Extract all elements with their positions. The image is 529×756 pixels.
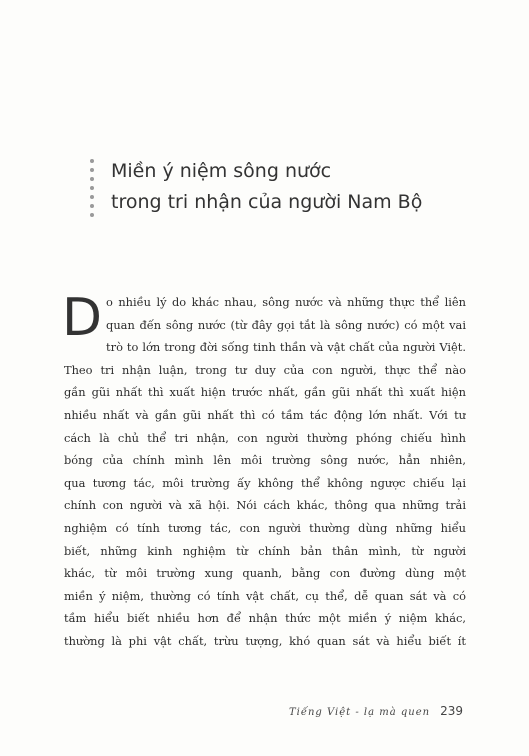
body-line: nhiều nhất và gần gũi nhất thì có tầm tác động lớn nhất. Với tư [64, 407, 466, 422]
ornament-dot [90, 213, 94, 217]
ornament-dot [90, 159, 94, 163]
body-line: Theo tri nhận luận, trong tư duy của con người, thực thể nào [64, 362, 466, 377]
body-line: gần gũi nhất thì xuất hiện trước nhất, gần gũi nhất thì xuất hiện [64, 385, 466, 400]
running-footer-title: Tiếng Việt - lạ mà quen [288, 707, 431, 718]
body-line: quan đến sông nước (từ đây gọi tắt là sông nước) có một vai [106, 317, 466, 332]
body-line: o nhiều lý do khác nhau, sông nước và những thực thể liên [106, 295, 466, 309]
body-line: tầm hiểu biết nhiều hơn để nhận thức một miền ý niệm khác, [64, 611, 466, 626]
body-line: cách là chủ thể tri nhận, con người thường phóng chiếu hình [64, 430, 466, 445]
ornament-dot [90, 186, 94, 190]
body-line: khác, từ môi trường xung quanh, bằng con đường dùng một [64, 566, 466, 581]
page-footer [289, 704, 463, 718]
body-line: thường là phi vật chất, trừu tượng, khó quan sát và hiểu biết ít [64, 633, 466, 648]
body-line: qua tương tác, môi trường ấy không thể không ngược chiếu lại [64, 475, 466, 490]
body-line: biết, những kinh nghiệm từ chính bản thân mình, từ người [64, 543, 466, 558]
page-number: 239 [440, 704, 463, 718]
chapter-title-line-2: trong tri nhận của người Nam Bộ [111, 191, 423, 213]
body-line: bóng của chính mình lên môi trường sông nước, hẳn nhiên, [64, 453, 466, 468]
ornament-dot [90, 177, 94, 181]
ornament-dot [90, 204, 94, 208]
body-text [62, 288, 466, 653]
drop-cap: D [62, 288, 103, 348]
heading-dots-ornament [90, 159, 94, 217]
chapter-title [111, 156, 422, 218]
body-line: trò to lớn trong đời sống tinh thần và vật chất của người Việt. [106, 340, 466, 355]
body-line: chính con người và xã hội. Nói cách khác, thông qua những trải [64, 498, 466, 513]
body-line: miền ý niệm, thường có tính vật chất, cụ thể, dễ quan sát và có [64, 588, 466, 603]
ornament-dot [90, 195, 94, 199]
ornament-dot [90, 168, 94, 172]
body-line: nghiệm có tính tương tác, con người thường dùng những hiểu [64, 520, 466, 535]
chapter-title-line-1: Miền ý niệm sông nước [111, 160, 332, 182]
